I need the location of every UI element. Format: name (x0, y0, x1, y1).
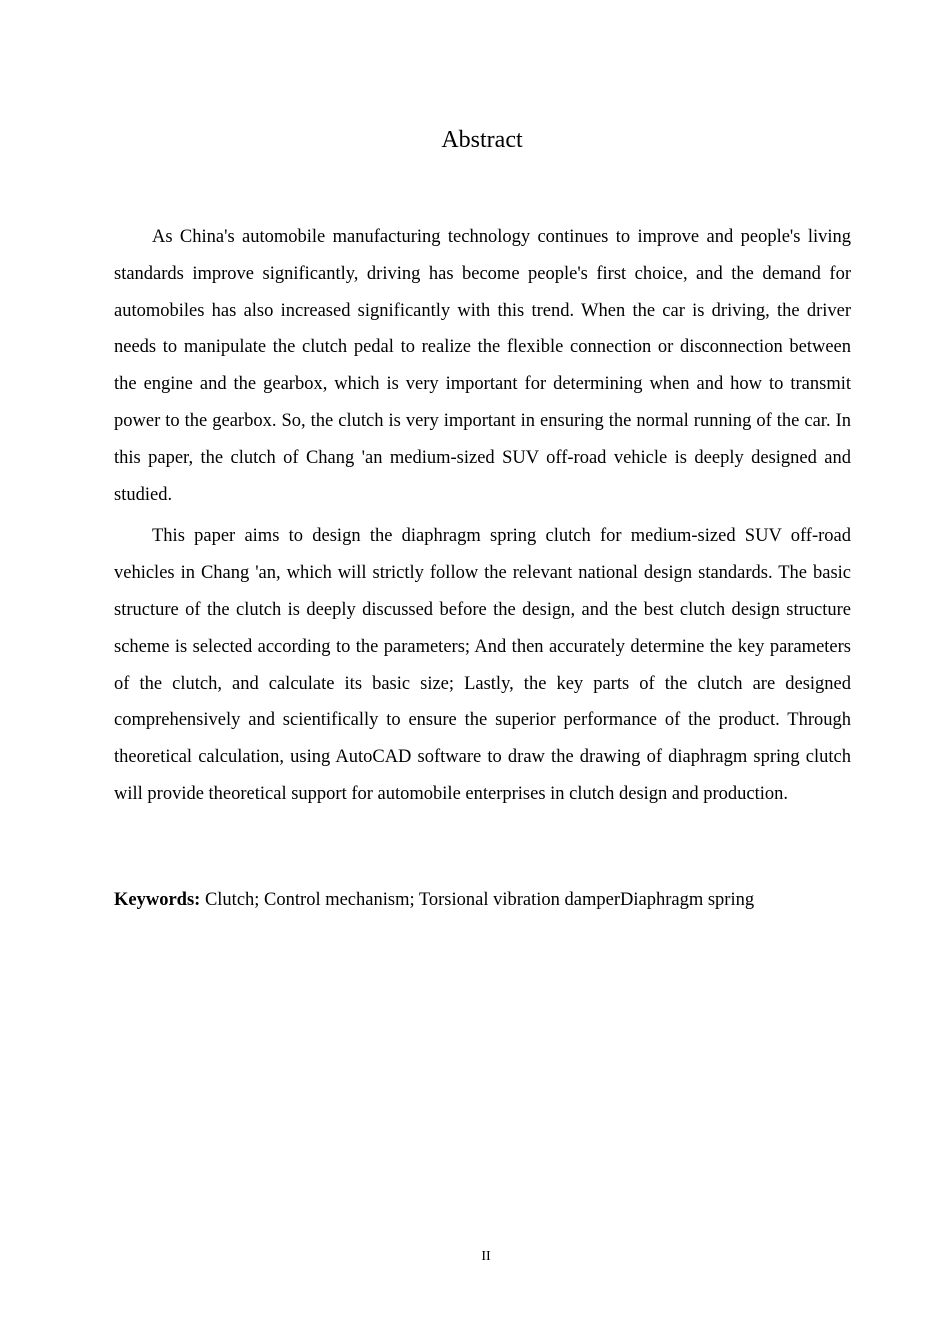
keywords-label: Keywords: (114, 890, 201, 910)
abstract-paragraph-2: This paper aims to design the diaphragm spring clutch for medium-sized SUV off-road vehicles in Chang 'an, which will strictly follow the relevant national design standards. The basic structure of the clutch is deeply discussed before the design, and the best clutch design structure scheme is selected according to the parameters; And then accurately determine the key parameters of the clutch, and calculate its basic size; Lastly, the key parts of the clutch are designed comprehensively and scientifically to ensure the superior performance of the product. Through theoretical calculation, using AutoCAD software to draw the drawing of diaphragm spring clutch will provide theoretical support for automobile enterprises in clutch design and production. (114, 526, 851, 804)
abstract-paragraph-1: As China's automobile manufacturing technology continues to improve and people's living standards improve significantly, driving has become people's first choice, and the demand for automobiles has also increased significantly with this trend. When the car is driving, the driver needs to manipulate the clutch pedal to realize the flexible connection or disconnection between the engine and the gearbox, which is very important for determining when and how to transmit power to the gearbox. So, the clutch is very important in ensuring the normal running of the car. In this paper, the clutch of Chang 'an medium-sized SUV off-road vehicle is deeply designed and studied. (114, 227, 851, 505)
page-number: II (481, 1249, 491, 1264)
keywords-text: Clutch; Control mechanism; Torsional vibration damperDiaphragm spring (204, 890, 755, 910)
page-title: Abstract (441, 127, 523, 153)
abstract-body (114, 219, 851, 813)
keywords-line (114, 884, 851, 916)
